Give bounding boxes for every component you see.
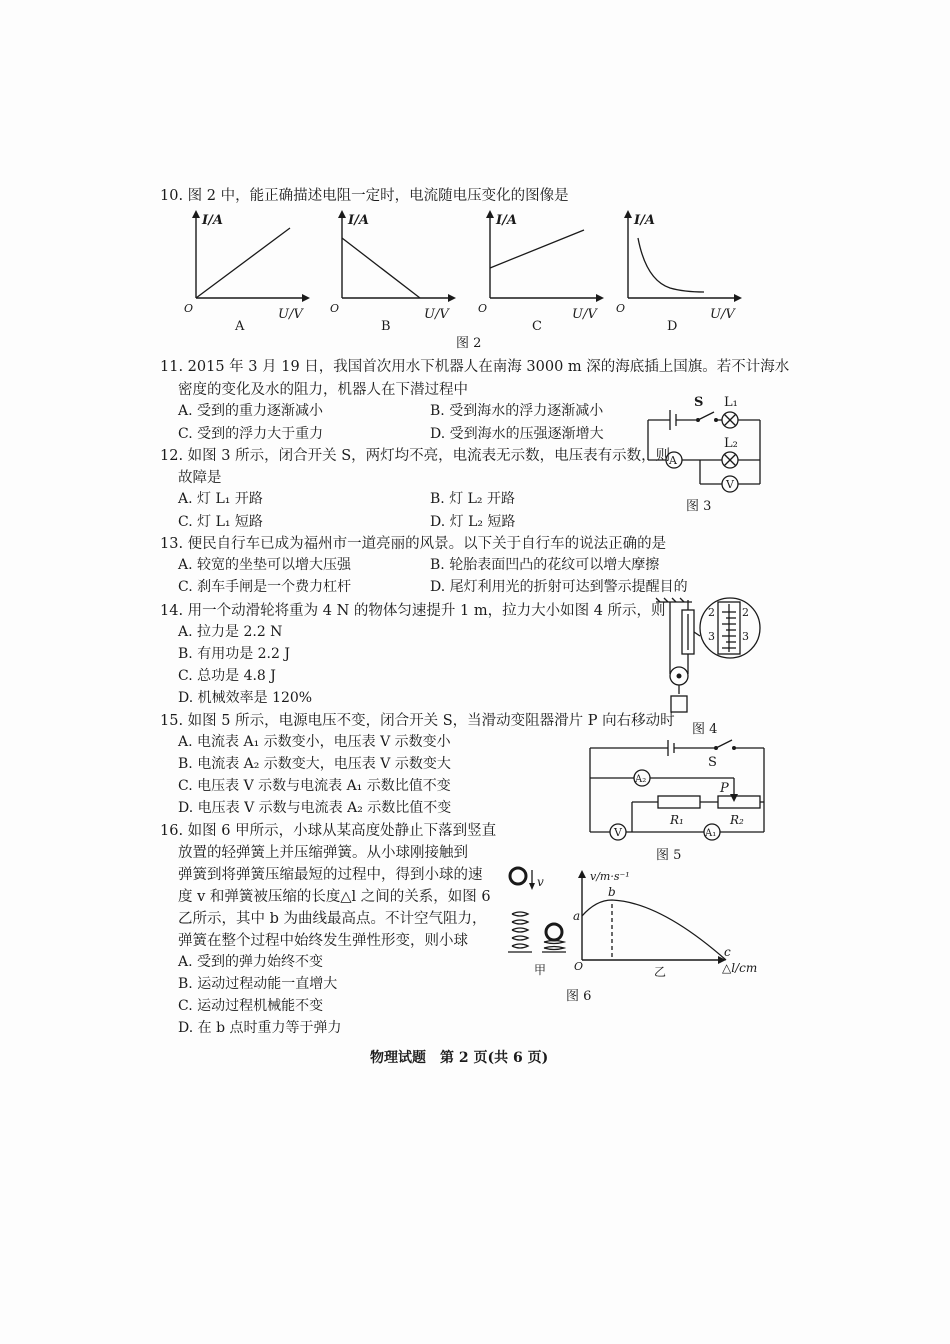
figure-4-pulley xyxy=(652,596,767,721)
question-13-option-b: B. 轮胎表面凹凸的花纹可以增大摩擦 xyxy=(430,557,660,573)
question-14-stem: 14. 用一个动滑轮将重为 4 N 的物体匀速提升 1 m，拉力大小如图 4 所示，则 xyxy=(160,603,666,619)
fig3-voltmeter-label: V xyxy=(726,478,734,491)
graph-b-origin: O xyxy=(330,302,340,315)
graph-d-letter: D xyxy=(667,319,678,334)
question-15-option-d: D. 电压表 V 示数与电流表 A₂ 示数比值不变 xyxy=(178,800,452,816)
question-12-stem-line2: 故障是 xyxy=(178,470,222,486)
graph-c-origin: O xyxy=(478,302,488,315)
graph-a-letter: A xyxy=(235,319,245,334)
fig3-switch-label: S xyxy=(694,395,704,410)
graph-a-origin: O xyxy=(184,302,194,315)
fig6-arrow-v-label: v xyxy=(537,875,544,889)
question-11-option-b: B. 受到海水的浮力逐渐减小 xyxy=(430,403,604,419)
fig4-scale-label-1: 2 xyxy=(708,606,715,619)
graph-c xyxy=(474,210,614,340)
fig5-ammeter1-label: A₁ xyxy=(705,828,717,839)
figure-6 xyxy=(500,864,770,984)
graph-a xyxy=(180,210,320,340)
fig3-lamp1-label: L₁ xyxy=(724,395,738,410)
fig4-scale-label-4: 3 xyxy=(742,630,749,643)
question-14-option-d: D. 机械效率是 120% xyxy=(178,690,313,706)
fig4-scale-label-3: 3 xyxy=(708,630,715,643)
graph-a-xlabel: U/V xyxy=(278,307,303,322)
question-15-option-b: B. 电流表 A₂ 示数变大，电压表 V 示数变大 xyxy=(178,756,451,772)
question-11-option-d: D. 受到海水的压强逐渐增大 xyxy=(430,426,604,442)
graph-b xyxy=(326,210,466,340)
question-16-option-b: B. 运动过程动能一直增大 xyxy=(178,976,338,992)
question-14-option-b: B. 有用功是 2.2 J xyxy=(178,646,290,662)
question-11-option-c: C. 受到的浮力大于重力 xyxy=(178,426,324,442)
graph-d-xlabel: U/V xyxy=(710,307,735,322)
fig6-point-b-label: b xyxy=(608,885,616,899)
question-13-option-a: A. 较宽的坐垫可以增大压强 xyxy=(178,557,352,573)
fig3-lamp2-label: L₂ xyxy=(724,436,738,451)
question-16-stem-line6: 弹簧在整个过程中始终发生弹性形变，则小球 xyxy=(178,933,468,949)
question-15-option-a: A. 电流表 A₁ 示数变小，电压表 V 示数变小 xyxy=(178,734,451,750)
question-15-stem: 15. 如图 5 所示，电源电压不变，闭合开关 S，当滑动变阻器滑片 P 向右移动时 xyxy=(160,713,675,729)
figure-4-caption: 图 4 xyxy=(692,722,718,737)
question-15-option-c: C. 电压表 V 示数与电流表 A₁ 示数比值不变 xyxy=(178,778,451,794)
question-14-option-a: A. 拉力是 2.2 N xyxy=(178,624,283,640)
question-13-option-d: D. 尾灯利用光的折射可达到警示提醒目的 xyxy=(430,579,688,595)
question-16-stem-line2: 放置的轻弹簧上并压缩弹簧。从小球刚接触到 xyxy=(178,845,468,861)
question-12-option-a: A. 灯 L₁ 开路 xyxy=(178,491,263,507)
fig5-slider-label: P xyxy=(720,781,729,796)
graph-d-ylabel: I/A xyxy=(634,213,655,228)
fig6-point-a-label: a xyxy=(573,909,581,923)
question-11-option-a: A. 受到的重力逐渐减小 xyxy=(178,403,324,419)
fig5-switch-label: S xyxy=(708,755,717,770)
question-13-option-c: C. 刹车手闸是一个费力杠杆 xyxy=(178,579,352,595)
graph-a-ylabel: I/A xyxy=(202,213,223,228)
question-11-stem-line1: 11. 2015 年 3 月 19 日，我国首次用水下机器人在南海 3000 m 深的海底插上国旗。若不计海水 xyxy=(160,359,790,375)
page-footer: 物理试题 第 2 页(共 6 页) xyxy=(370,1050,549,1066)
graph-b-letter: B xyxy=(381,319,391,334)
fig4-scale-label-2: 2 xyxy=(742,606,749,619)
fig6-xlabel: △l/cm xyxy=(722,961,758,975)
figure-5-circuit xyxy=(586,738,771,843)
figure-3-caption: 图 3 xyxy=(686,499,712,514)
question-10-stem: 10. 图 2 中，能正确描述电阻一定时，电流随电压变化的图像是 xyxy=(160,188,569,204)
question-16-stem-line3: 弹簧到将弹簧压缩最短的过程中，得到小球的速 xyxy=(178,867,483,883)
question-12-option-b: B. 灯 L₂ 开路 xyxy=(430,491,515,507)
question-16-stem-line1: 16. 如图 6 甲所示，小球从某高度处静止下落到竖直 xyxy=(160,823,497,839)
fig3-ammeter-label: A xyxy=(669,454,677,467)
fig5-ammeter2-label: A₂ xyxy=(635,774,647,785)
question-14-option-c: C. 总功是 4.8 J xyxy=(178,668,276,684)
question-12-option-d: D. 灯 L₂ 短路 xyxy=(430,514,516,530)
graph-c-letter: C xyxy=(532,319,542,334)
fig5-voltmeter-label: V xyxy=(614,826,622,839)
fig6-point-c-label: c xyxy=(724,945,731,959)
fig6-left-label: 甲 xyxy=(534,963,547,977)
fig6-origin-label: O xyxy=(574,960,584,973)
question-16-stem-line4: 度 v 和弹簧被压缩的长度△l 之间的关系，如图 6 xyxy=(178,889,491,905)
figure-6-caption: 图 6 xyxy=(566,989,592,1004)
question-16-stem-line5: 乙所示，其中 b 为曲线最高点。不计空气阻力， xyxy=(178,911,487,927)
question-12-stem-line1: 12. 如图 3 所示，闭合开关 S，两灯均不亮，电流表无示数，电压表有示数，则 xyxy=(160,448,671,464)
question-16-option-c: C. 运动过程机械能不变 xyxy=(178,998,324,1014)
graph-b-ylabel: I/A xyxy=(348,213,369,228)
graph-d-origin: O xyxy=(616,302,626,315)
question-12-option-c: C. 灯 L₁ 短路 xyxy=(178,514,263,530)
question-16-option-a: A. 受到的弹力始终不变 xyxy=(178,954,324,970)
graph-d xyxy=(612,210,752,340)
graph-c-xlabel: U/V xyxy=(572,307,597,322)
fig5-r2-label: R₂ xyxy=(730,813,744,827)
fig6-right-label: 乙 xyxy=(654,965,667,979)
question-16-option-d: D. 在 b 点时重力等于弹力 xyxy=(178,1020,342,1036)
fig6-ylabel: v/m·s⁻¹ xyxy=(590,870,630,883)
fig5-r1-label: R₁ xyxy=(670,813,684,827)
graph-c-ylabel: I/A xyxy=(496,213,517,228)
question-11-stem-line2: 密度的变化及水的阻力，机器人在下潜过程中 xyxy=(178,382,468,398)
graph-b-xlabel: U/V xyxy=(424,307,449,322)
figure-5-caption: 图 5 xyxy=(656,848,682,863)
question-13-stem: 13. 便民自行车已成为福州市一道亮丽的风景。以下关于自行车的说法正确的是 xyxy=(160,536,667,552)
figure-2-caption: 图 2 xyxy=(456,336,482,351)
